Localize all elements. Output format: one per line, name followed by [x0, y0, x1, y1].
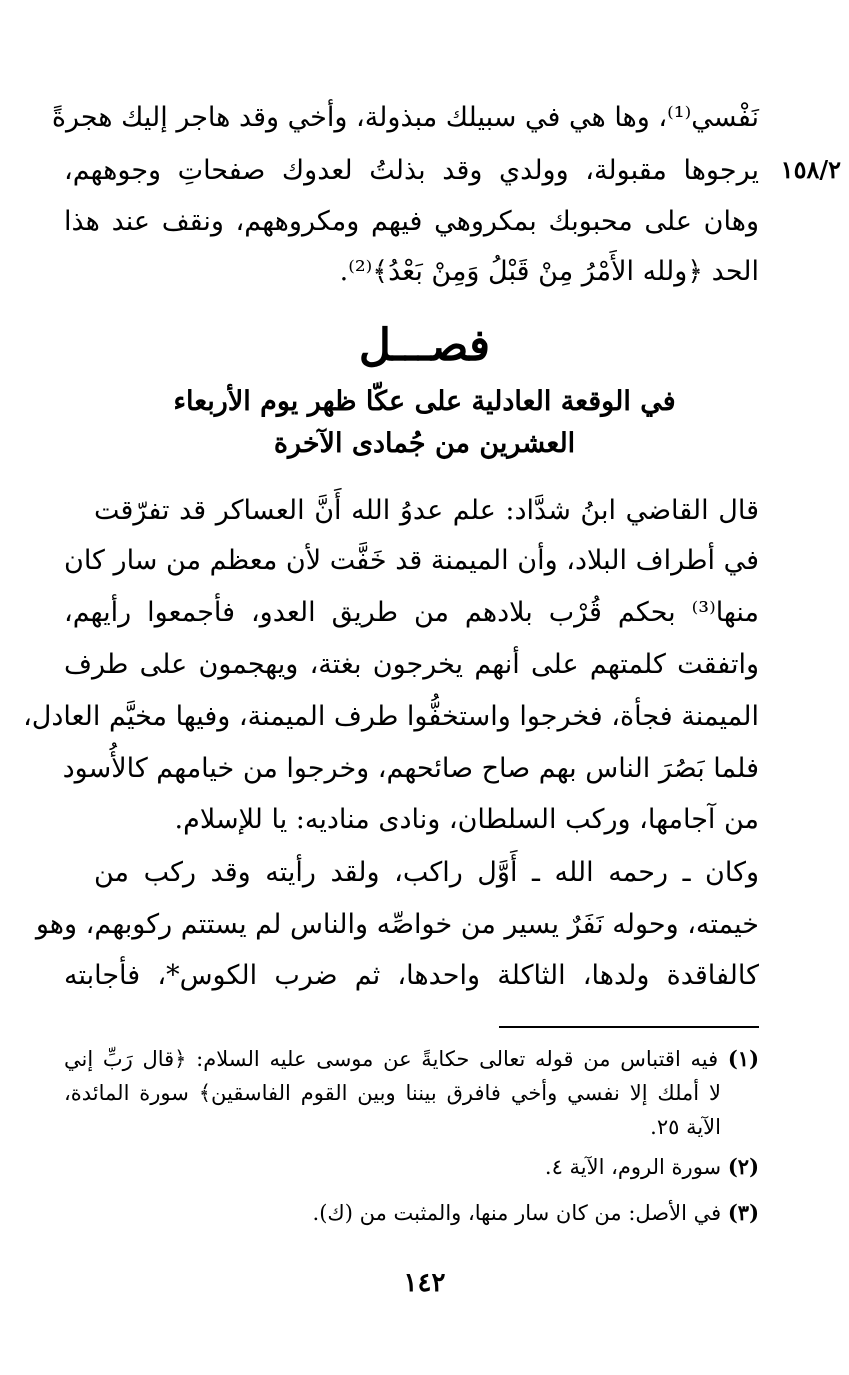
- footnote-separator: [499, 1026, 759, 1028]
- footnote-number: (٢): [727, 1154, 759, 1179]
- body-line: واتفقت كلمتهم على أنهم يخرجون بغتة، ويهجمون على طرف: [64, 649, 759, 680]
- body-line: الميمنة فجأة، فخرجوا واستخفُّوا طرف الميمنة، وفيها مخيَّم العادل،: [23, 701, 759, 732]
- footnote-text: سورة الروم، الآية ٤.: [544, 1155, 722, 1179]
- body-line: فلما بَصُرَ الناس بهم صاح صائحهم، وخرجوا من خيامهم كالأُسود: [62, 753, 759, 784]
- body-line: منها⁽³⁾ بحكم قُرْب بلادهم من طريق العدو، فأجمعوا رأيهم،: [64, 597, 759, 628]
- section-subtitle-1: في الوقعة العادلية على عكّا ظهر يوم الأربعاء: [173, 386, 676, 417]
- body-line: وكان ـ رحمه الله ـ أَوَّل راكب، ولقد رأيته وقد ركب من: [94, 857, 759, 888]
- body-line: نَفْسي⁽¹⁾، وها هي في سبيلك مبذولة، وأخي وقد هاجر إليك هجرةً: [51, 102, 759, 133]
- footnote-text: في الأصل: من كان سار منها، والمثبت من (ك).: [312, 1201, 722, 1225]
- body-line: من آجامها، وركب السلطان، ونادى مناديه: يا للإسلام.: [174, 804, 759, 835]
- body-line: قال القاضي ابنُ شدَّاد: علم عدوُ الله أَنَّ العساكر قد تفرّقت: [94, 495, 759, 526]
- body-line: كالفاقدة ولدها، الثاكلة واحدها، ثم ضرب الكوس*، فأجابته: [64, 960, 759, 991]
- body-line: يرجوها مقبولة، وولدي وقد بذلتُ لعدوك صفحاتِ وجوههم،: [64, 155, 759, 186]
- body-line: خيمته، وحوله نَفَرٌ يسير من خواصِّه والناس لم يستتم ركوبهم، وهو: [35, 909, 759, 940]
- margin-reference: ١٥٨/٢: [780, 155, 841, 184]
- section-heading: فصـــل: [358, 320, 491, 371]
- footnote-1-continuation: لا أملك إلا نفسي وأخي فافرق بيننا وبين القوم الفاسقين﴾ سورة المائدة،: [64, 1081, 721, 1105]
- body-line: في أطراف البلاد، وأن الميمنة قد خَفَّت لأن معظم من سار كان: [64, 545, 759, 576]
- footnote-number: (٣): [727, 1200, 759, 1225]
- page-number: ١٤٢: [403, 1268, 446, 1298]
- footnote-3: [64, 1196, 759, 1230]
- footnote-1-continuation: الآية ٢٥.: [650, 1115, 721, 1139]
- body-line: الحد ﴿ولله الأَمْرُ مِنْ قَبْلُ وَمِنْ بَعْدُ﴾⁽²⁾.: [339, 256, 759, 287]
- section-subtitle-2: العشرين من جُمادى الآخرة: [273, 428, 576, 459]
- footnote-text: فيه اقتباس من قوله تعالى حكايةً عن موسى عليه السلام: ﴿قال رَبِّ إني: [64, 1047, 719, 1071]
- footnote-2: [64, 1150, 759, 1184]
- footnote-1: [64, 1042, 759, 1076]
- footnote-number: (١): [727, 1046, 759, 1071]
- body-line: وهان على محبوبك بمكروهي فيهم ومكروههم، ونقف عند هذا: [64, 206, 759, 237]
